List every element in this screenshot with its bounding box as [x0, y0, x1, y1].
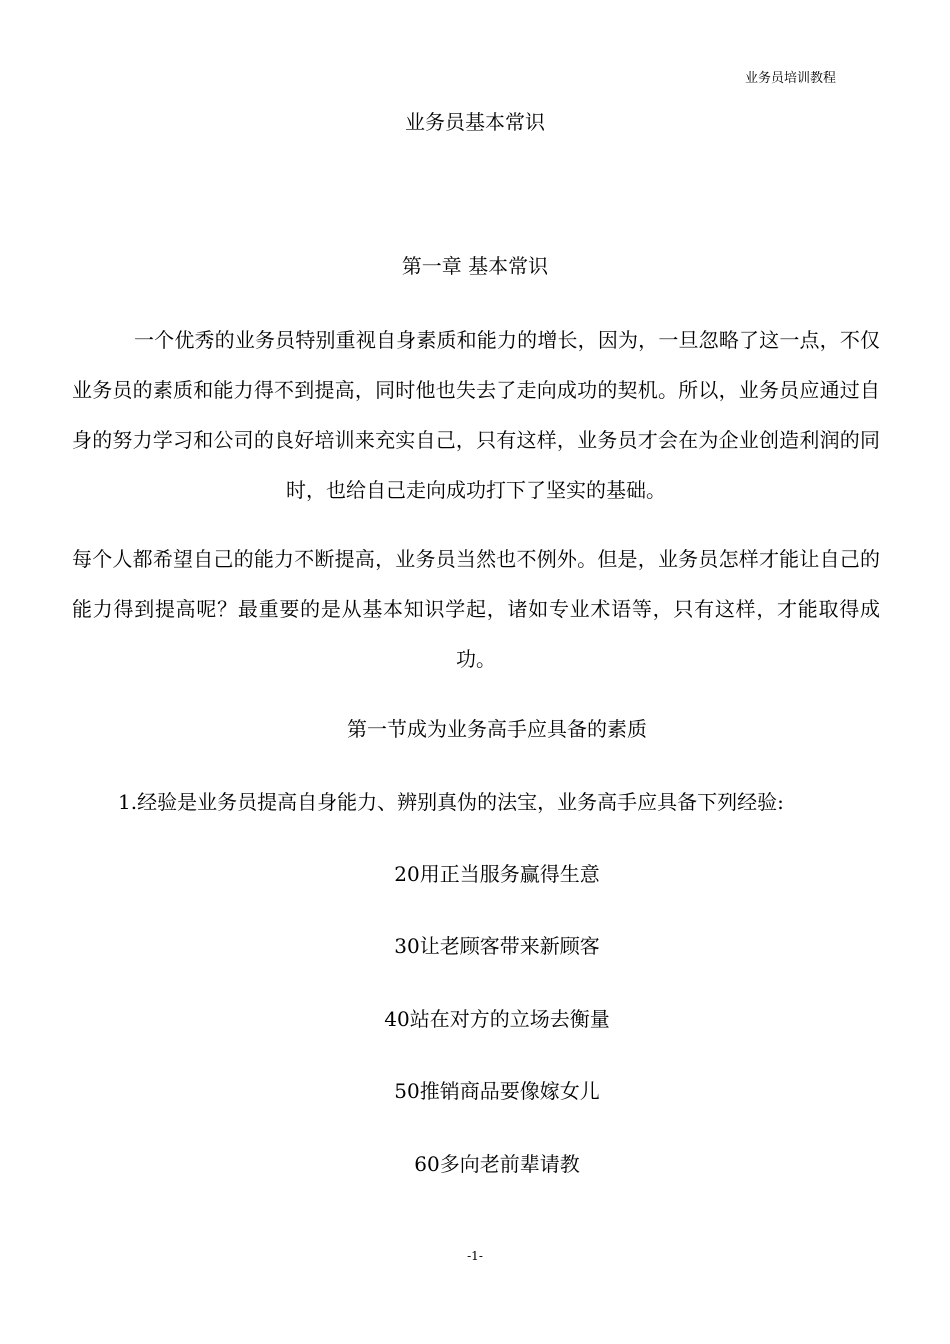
experience-item: 50推销商品要像嫁女儿 — [394, 1079, 600, 1103]
section-title: 第一节成为业务高手应具备的素质 — [347, 717, 647, 741]
experience-item: 20用正当服务赢得生意 — [394, 862, 600, 886]
experience-item: 30让老顾客带来新顾客 — [394, 934, 600, 958]
experience-intro: 1.经验是业务员提高自身能力、辨别真伪的法宝，业务高手应具备下列经验: — [118, 790, 784, 814]
document-title: 业务员基本常识 — [405, 110, 545, 134]
experience-item: 40站在对方的立场去衡量 — [384, 1007, 610, 1031]
page-number: -1- — [467, 1249, 483, 1263]
running-header: 业务员培训教程 — [744, 71, 836, 86]
paragraph-intro: 一个优秀的业务员特别重视自身素质和能力的增长，因为，一旦忽略了这一点，不仅业务员的素质和能力得不到提高，同时他也失去了走向成功的契机。所以，业务员应通过自身的努力学习和公司的良好培训来充实自己，只有这样，业务员才会在为企业创造利润的同时，也给自己走向成功打下了坚实的基础。 — [72, 328, 880, 502]
chapter-title: 第一章 基本常识 — [401, 254, 549, 278]
paragraph-ability: 每个人都希望自己的能力不断提高，业务员当然也不例外。但是，业务员怎样才能让自己的能力得到提高呢？最重要的是从基本知识学起，诸如专业术语等，只有这样，才能取得成功。 — [72, 547, 880, 671]
experience-item: 60多向老前辈请教 — [414, 1152, 580, 1176]
